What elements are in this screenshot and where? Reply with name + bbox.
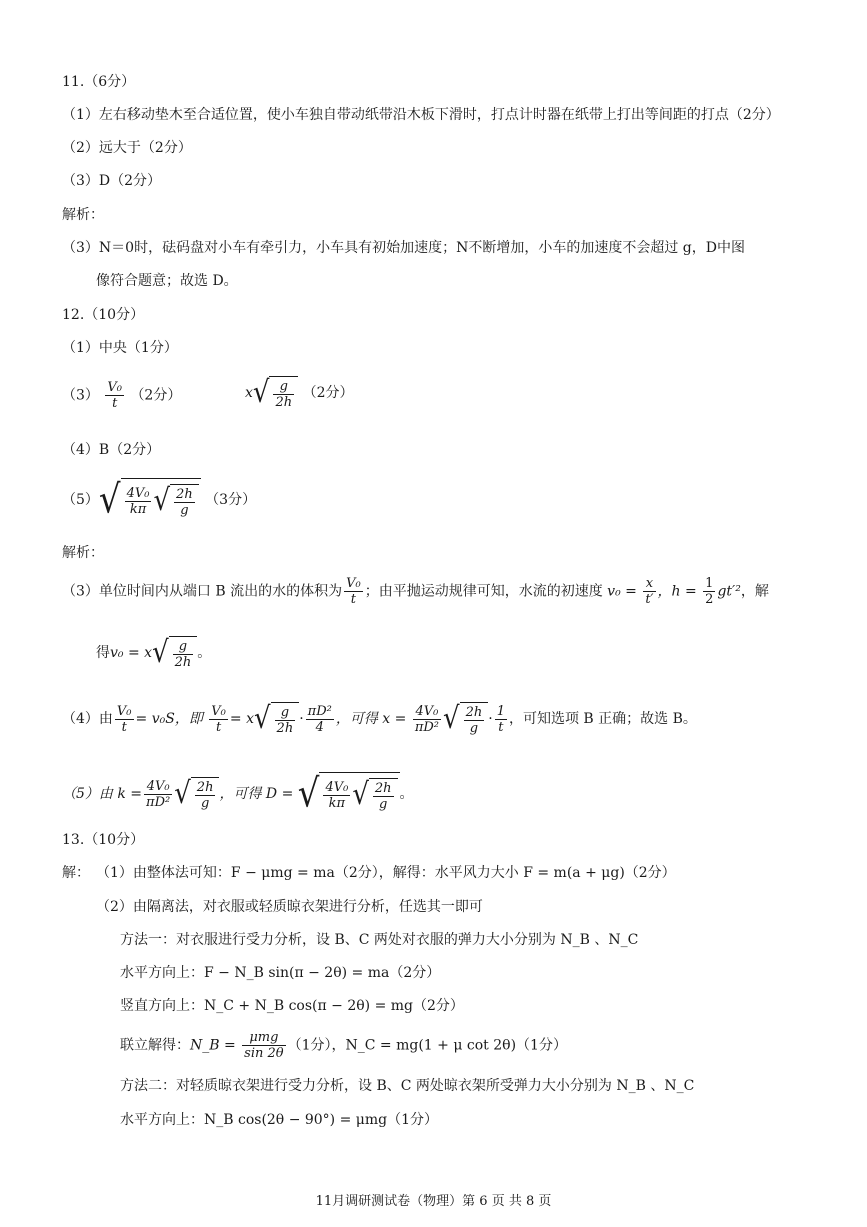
q12-analysis-label: 解析：	[62, 545, 104, 561]
q13-header: 13.（10分）	[62, 832, 145, 848]
q12-answer-3-score1: （2分）	[130, 387, 182, 404]
q13-method-1-horizontal: 水平方向上：F − N_B sin(π − 2θ) = ma（2分）	[120, 965, 441, 981]
page-footer: 11月调研测试卷（物理）第 6 页 共 8 页	[315, 1194, 552, 1209]
sqrt-expression: √ $\frac{g}{2h}$	[253, 376, 298, 410]
q12-answer-3-score2: （2分）	[302, 385, 354, 401]
q12-header: 12.（10分）	[62, 307, 145, 323]
q12-answer-3	[62, 380, 181, 411]
q12-analysis-4: （4）由 $\frac{\text{V₀}}{t}$ = v₀S，即 $\frac{\text{V₀}}{t}$ = x √ $\frac{g}{2h}$ · $\frac{\text{πD²}}{4}$ ，可得 x = $\frac{\text{4V₀}}{\text{πD²}}$ √ $\frac{2h}{g}$ · $\frac{1}{t}$ ，可知选项 B 正确；故选 B。	[62, 701, 697, 737]
q12-answer-3-second: x √ $\frac{g}{2h}$ （2分）	[245, 375, 354, 411]
q11-analysis-3-cont: 像符合题意；故选 D。	[96, 273, 238, 289]
q12-answer-3-fraction: $\frac{\text{V₀}}{t}$	[107, 380, 122, 411]
q12-answer-4: （4）B（2分）	[62, 442, 161, 458]
q13-method-1: 方法一：对衣服进行受力分析，设 B、C 两处对衣服的弹力大小分别为 N_B 、N_C	[120, 932, 639, 948]
q12-answer-1: （1）中央（1分）	[62, 340, 178, 356]
q11-analysis-label: 解析：	[62, 207, 104, 223]
q13-part-2: （2）由隔离法，对衣服或轻质晾衣架进行分析，任选其一即可	[96, 899, 483, 915]
q13-method-1-solution: 联立解得：N_B = $\frac{\text{μmg}}{\sin 2\theta}$ （1分），N_C = mg(1 + μ cot 2θ)（1分）	[120, 1030, 567, 1061]
q11-answer-3: （3）D（2分）	[62, 173, 162, 189]
q12-analysis-3-cont: 得v₀ = x √ $\frac{g}{2h}$ 。	[96, 635, 212, 671]
sqrt-expression: √ $\frac{\text{4V₀}}{k\pi}$ √ $\frac{2h}{g}$	[99, 478, 201, 522]
q12-analysis-5: （5）由 k = $\frac{\text{4V₀}}{\text{πD²}}$ √ $\frac{2h}{g}$ ，可得 D = √ $\frac{\text{4V₀}}{k\pi}$ √ $\frac{2h}{g}$ 。	[62, 771, 414, 817]
q13-part-1: （1）由整体法可知：F − μmg = ma（2分），解得：水平风力大小 F = m(a + μg)（2分）	[96, 865, 676, 881]
q12-answer-5: （5） √ $\frac{\text{4V₀}}{k\pi}$ √ $\frac{2h}{g}$ （3分）	[62, 477, 257, 523]
q11-answer-2: （2）远大于（2分）	[62, 140, 192, 156]
q13-method-2-horizontal: 水平方向上：N_B cos(2θ − 90°) = μmg（1分）	[120, 1112, 439, 1128]
q11-analysis-3-text: N＝0时，砝码盘对小车有牵引力，小车具有初始加速度；N不断增加，小车的加速度不会超过 g，D中图	[98, 240, 745, 256]
q11-analysis-3	[62, 238, 745, 258]
q11-analysis-3-prefix: （3）	[62, 240, 99, 256]
q11-answer-1: （1）左右移动垫木至合适位置，使小车独自带动纸带沿木板下滑时，打点计时器在纸带上打出等间距的打点（2分）	[62, 107, 780, 123]
q12-answer-3-prefix: （3）	[62, 387, 99, 404]
q13-method-1-vertical: 竖直方向上：N_C + N_B cos(π − 2θ) = mg（2分）	[120, 998, 464, 1014]
q12-analysis-3: （3）单位时间内从端口 B 流出的水的体积为 $\frac{\text{V₀}}{t}$ ；由平抛运动规律可知，水流的初速度 v₀ = $\frac{x}{t'}$ ，h = $\frac{1}{2}$ gt′²，解	[62, 576, 769, 607]
q13-method-2: 方法二：对轻质晾衣架进行受力分析，设 B、C 两处晾衣架所受弹力大小分别为 N_B 、N_C	[120, 1078, 695, 1094]
q13-solution-label: 解：	[62, 865, 90, 881]
q11-header: 11.（6分）	[62, 74, 136, 90]
